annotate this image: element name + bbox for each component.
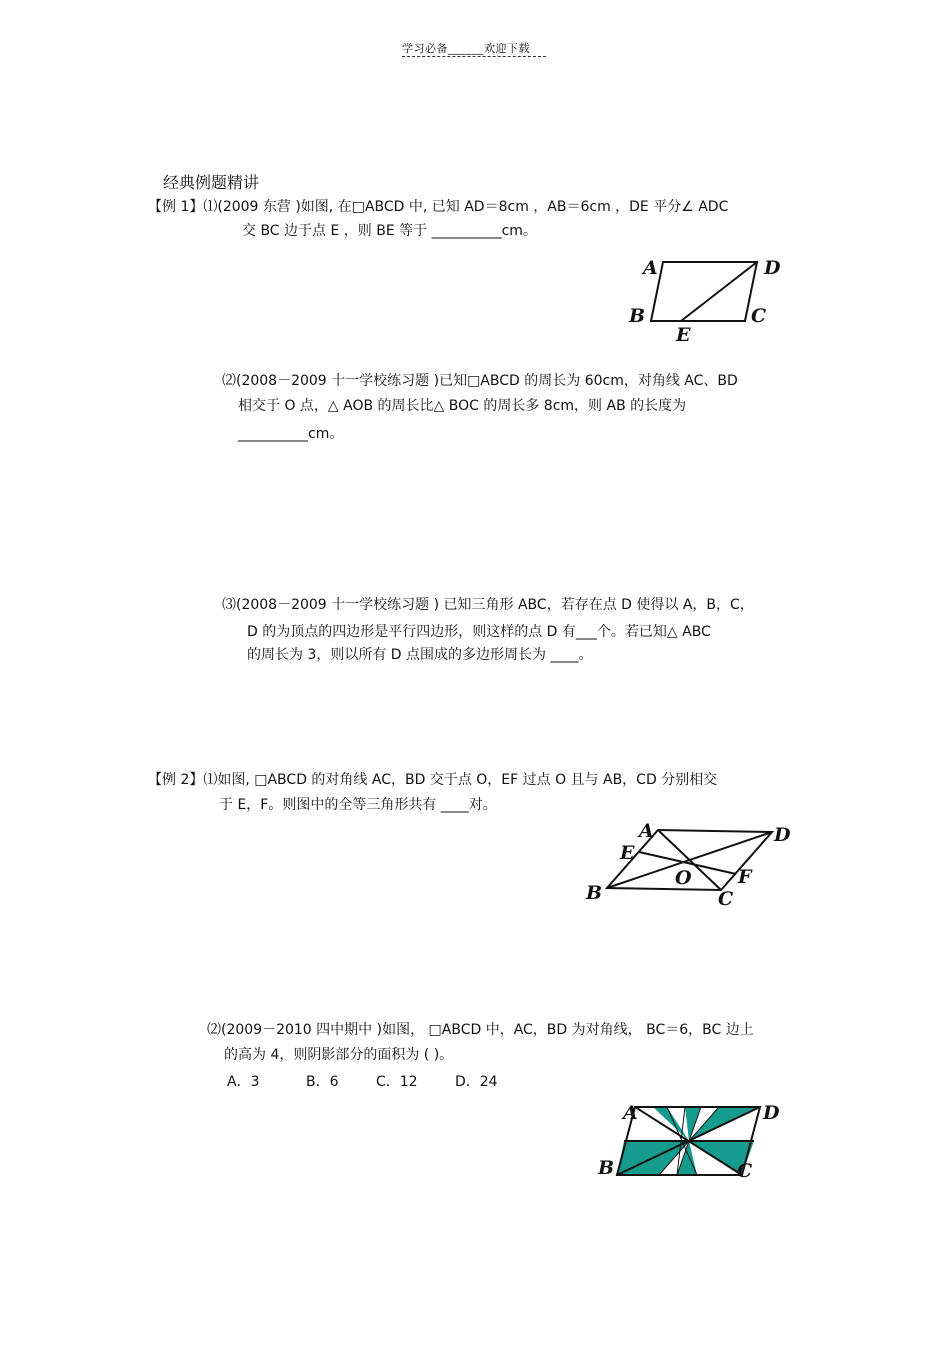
fig1-line-de bbox=[681, 262, 757, 321]
figure-parallelogram-ef-through-o bbox=[580, 815, 800, 910]
fig1-parallelogram bbox=[651, 262, 757, 321]
ex2-q1-line1: 【例 2】⑴如图, □ABCD 的对角线 AC，BD 交于点 O，EF 过点 O 且与 AB，CD 分别相交 bbox=[148, 772, 718, 788]
fig2-label-c: C bbox=[718, 888, 734, 910]
fig3-label-b: B bbox=[598, 1157, 615, 1179]
section-title: 经典例题精讲 bbox=[163, 173, 260, 192]
option-b: B．6 bbox=[306, 1074, 339, 1090]
shade-1 bbox=[653, 1107, 689, 1141]
ex1-q3-line3: 的周长为 3，则以所有 D 点围成的多边形周长为 ____。 bbox=[247, 647, 593, 663]
fig1-label-e: E bbox=[676, 324, 691, 346]
ex1-q2-line1: ⑵(2008－2009 十一学校练习题 )已知□ABCD 的周长为 60cm，对角线 AC、BD bbox=[222, 373, 738, 389]
option-c: C．12 bbox=[376, 1074, 418, 1090]
figure-parallelogram-abcd-de bbox=[625, 250, 795, 350]
fig2-label-f: F bbox=[738, 866, 752, 888]
fig2-label-e: E bbox=[620, 842, 635, 864]
ex1-q3-line1: ⑶(2008－2009 十一学校练习题 ) 已知三角形 ABC，若存在点 D 使得以 A，B，C， bbox=[222, 597, 754, 613]
fig3-label-c: C bbox=[737, 1160, 753, 1182]
fig1-shape bbox=[651, 262, 757, 321]
fig1-label-d: D bbox=[764, 257, 781, 279]
ex1-q1-line2: 交 BC 边于点 E ，则 BE 等于 __________cm。 bbox=[242, 223, 537, 239]
fig3-label-a: A bbox=[623, 1102, 638, 1124]
fig2-label-a: A bbox=[639, 820, 654, 842]
ex1-q3-line2: D 的为顶点的四边形是平行四边形，则这样的点 D 有___个。若已知△ ABC bbox=[247, 624, 711, 640]
figure-shaded-parallelogram bbox=[595, 1095, 795, 1185]
fig2-label-d: D bbox=[774, 824, 791, 846]
header-underline bbox=[402, 56, 546, 57]
fig2-label-o: O bbox=[675, 867, 692, 889]
ex2-q2-line2: 的高为 4，则阴影部分的面积为 ( )。 bbox=[224, 1047, 454, 1063]
ex2-q2-line1: ⑵(2009－2010 四中期中 )如图， □ABCD 中，AC，BD 为对角线， BC＝6，BC 边上 bbox=[207, 1022, 754, 1038]
page-header: 学习必备______欢迎下载 bbox=[402, 42, 530, 55]
ex1-q2-line3: __________cm。 bbox=[238, 426, 344, 442]
option-a: A．3 bbox=[227, 1074, 260, 1090]
ex1-q1-line1: 【例 1】⑴(2009 东营 )如图, 在□ABCD 中, 已知 AD＝8cm ，AB＝6cm ，DE 平分∠ ADC bbox=[148, 199, 729, 215]
option-d: D．24 bbox=[455, 1074, 498, 1090]
fig2-label-b: B bbox=[586, 882, 603, 904]
fig3-label-d: D bbox=[763, 1102, 780, 1124]
fig1-label-c: C bbox=[751, 305, 767, 327]
ex2-q1-line2: 于 E，F。则图中的全等三角形共有 ____对。 bbox=[219, 797, 497, 813]
fig1-label-a: A bbox=[643, 257, 658, 279]
ex1-q2-line2: 相交于 O 点，△ AOB 的周长比△ BOC 的周长多 8cm，则 AB 的长度为 bbox=[238, 398, 687, 414]
fig1-label-b: B bbox=[629, 305, 646, 327]
